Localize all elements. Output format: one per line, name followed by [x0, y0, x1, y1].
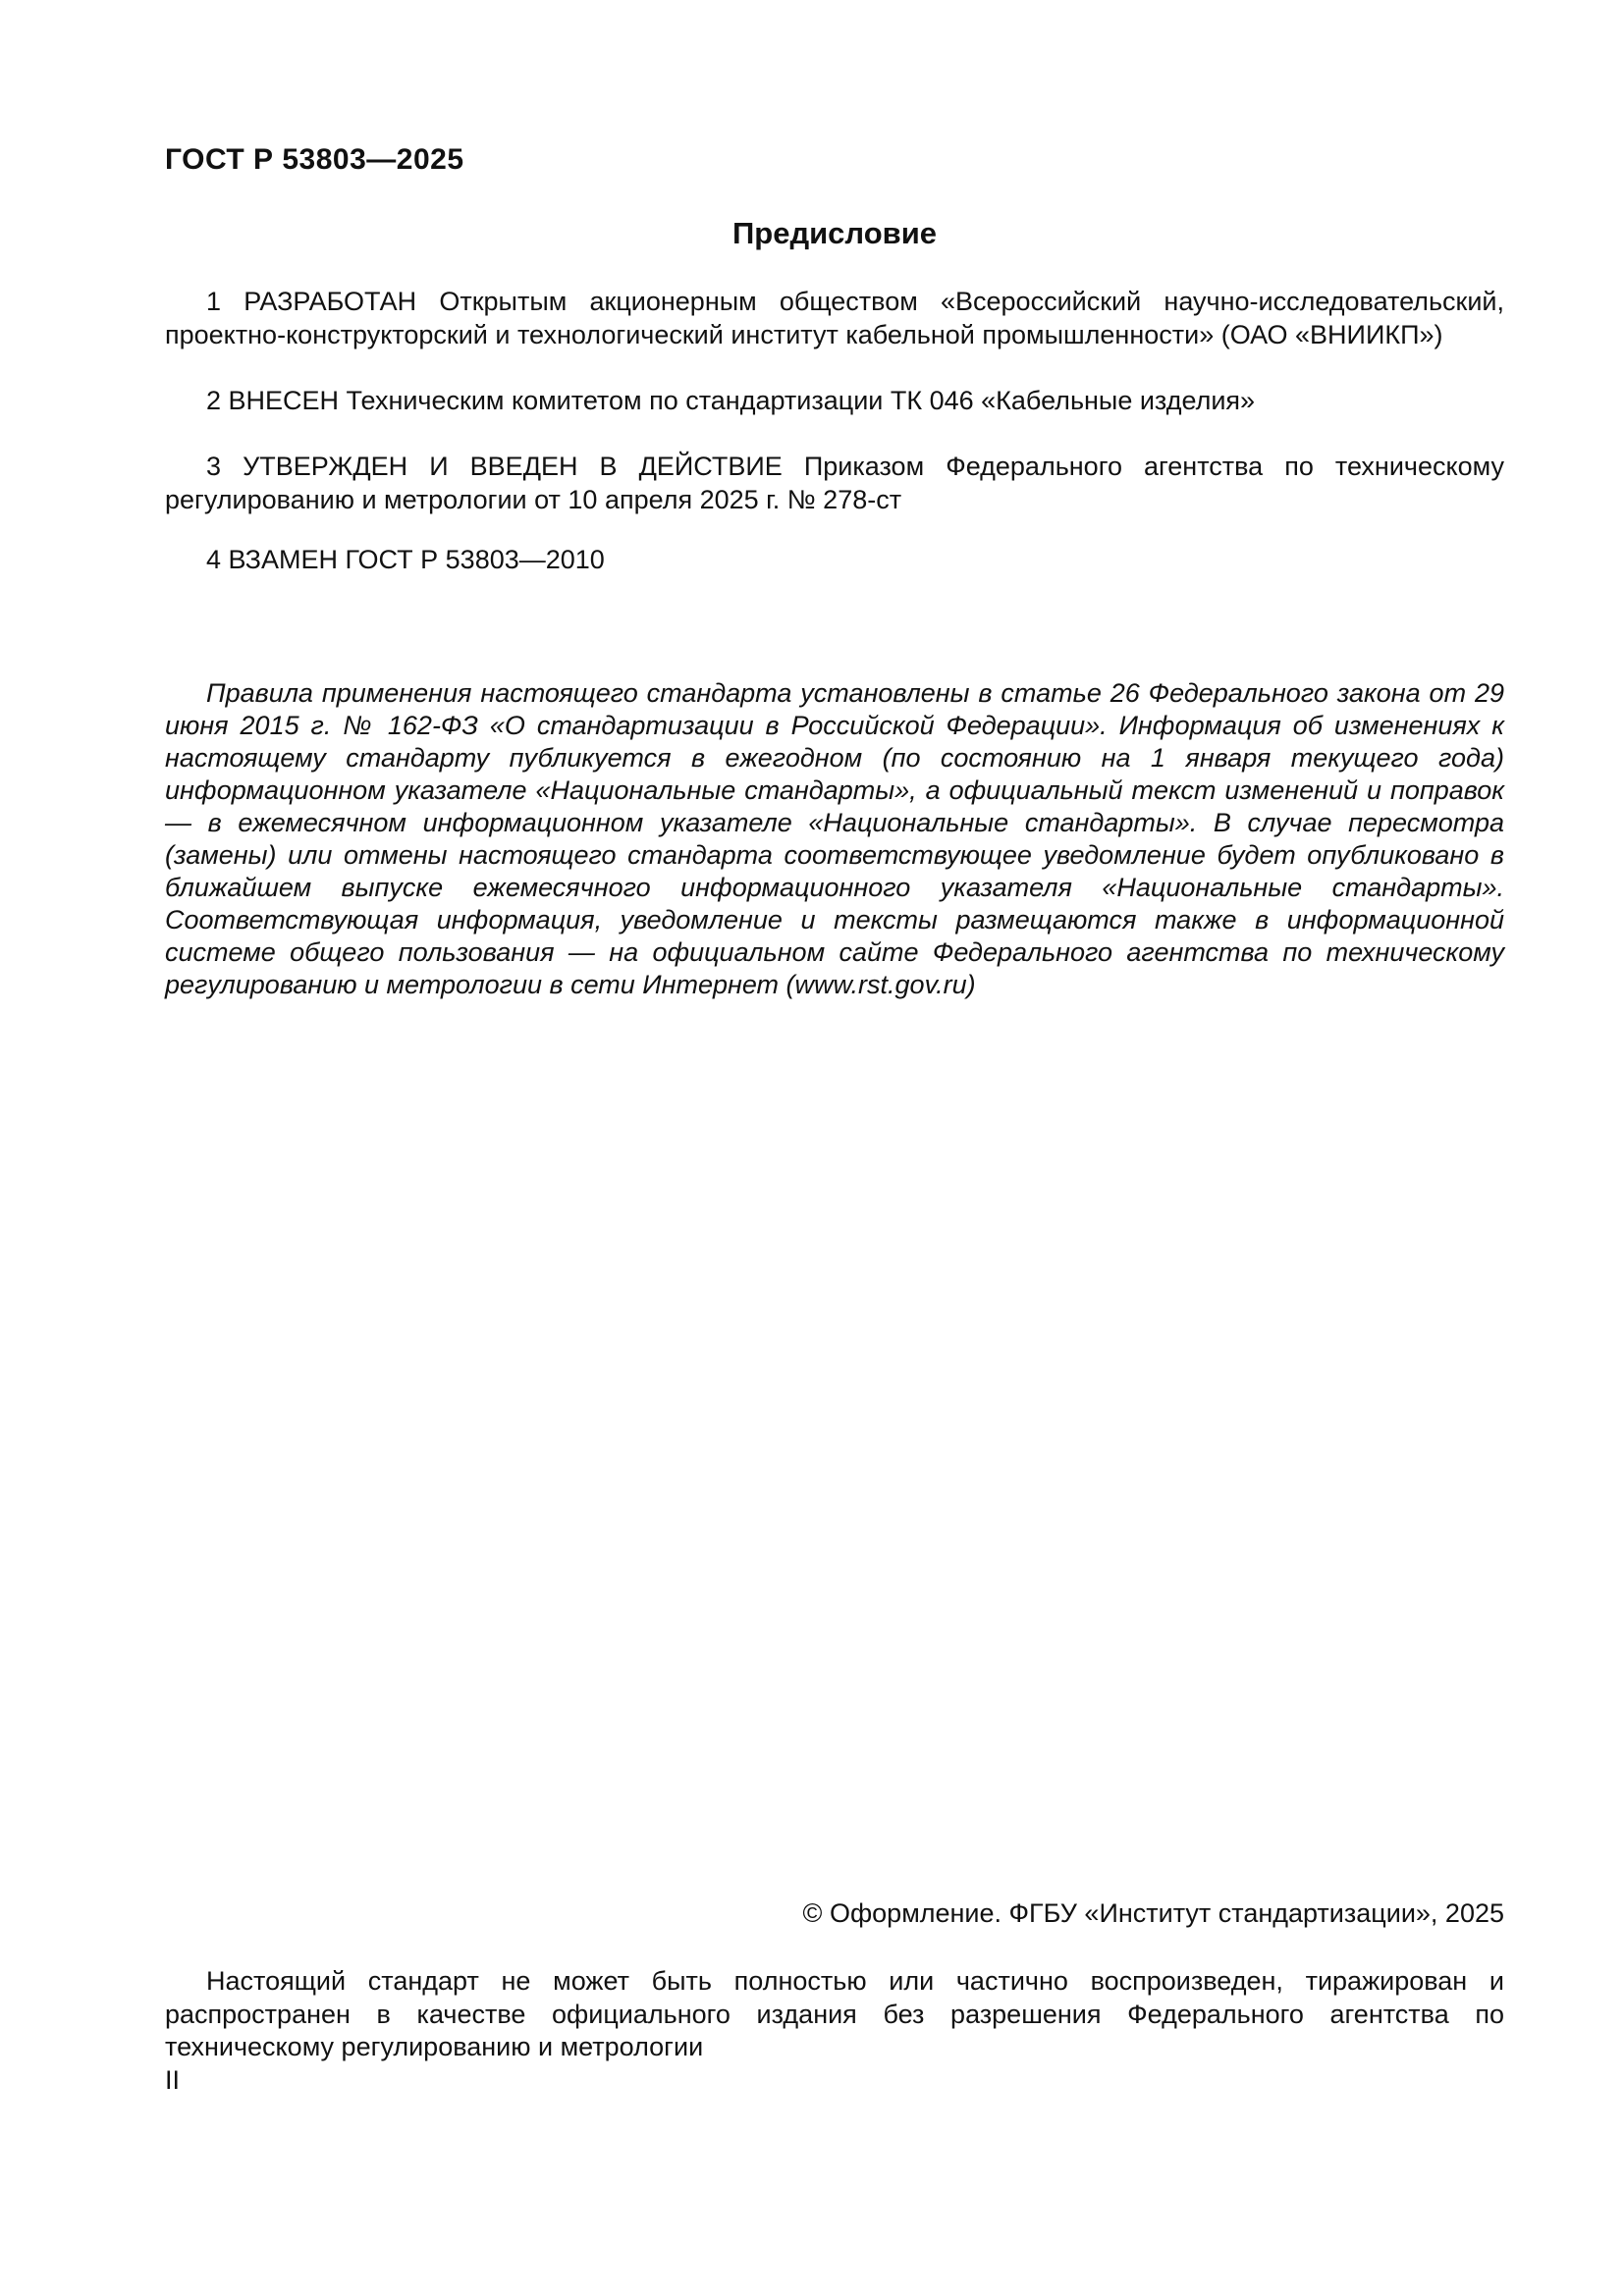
foreword-item-developed: 1 РАЗРАБОТАН Открытым акционерным обществом «Всероссийский научно-исследовательский, проектно-конструкторский и технологический институт кабельной промышленности» (ОАО «ВНИИКП»)	[165, 287, 1504, 349]
reproduction-restriction-note: Настоящий стандарт не может быть полностью или частично воспроизведен, тиражирован и распространен в качестве официального издания без разрешения Федерального агентства по техническому регулированию и метрологии	[165, 1966, 1504, 2061]
application-rules-note: Правила применения настоящего стандарта установлены в статье 26 Федерального закона от 29 июня 2015 г. № 162-ФЗ «О стандартизации в Российской Федерации». Информация об изменениях к настоящему стандарту публикуется в ежегодном (по состоянию на 1 января текущего года) информационном указателе «Национальные стандарты», а официальный текст изменений и поправок — в ежемесячном информационном указателе «Национальные стандарты». В случае пересмотра (замены) или отмены настоящего стандарта соответствующее уведомление будет опубликовано в ближайшем выпуске ежемесячного информационного указателя «Национальные стандарты». Соответствующая информация, уведомление и тексты размещаются также в информационной системе общего пользования — на официальном сайте Федерального агентства по техническому регулированию и метрологии в сети Интернет (www.rst.gov.ru)	[165, 678, 1504, 999]
page-title: Предисловие	[731, 216, 937, 250]
document-number: ГОСТ Р 53803—2025	[165, 143, 464, 176]
foreword-item-approved: 3 УТВЕРЖДЕН И ВВЕДЕН В ДЕЙСТВИЕ Приказом Федерального агентства по техническому регулированию и метрологии от 10 апреля 2025 г. № 278-ст	[165, 452, 1504, 514]
foreword-item-submitted: 2 ВНЕСЕН Техническим комитетом по стандартизации ТК 046 «Кабельные изделия»	[206, 386, 1256, 415]
copyright-notice: © Оформление. ФГБУ «Институт стандартизации», 2025	[802, 1898, 1504, 1928]
page-number: II	[165, 2065, 181, 2095]
foreword-item-replaces: 4 ВЗАМЕН ГОСТ Р 53803—2010	[206, 545, 605, 574]
